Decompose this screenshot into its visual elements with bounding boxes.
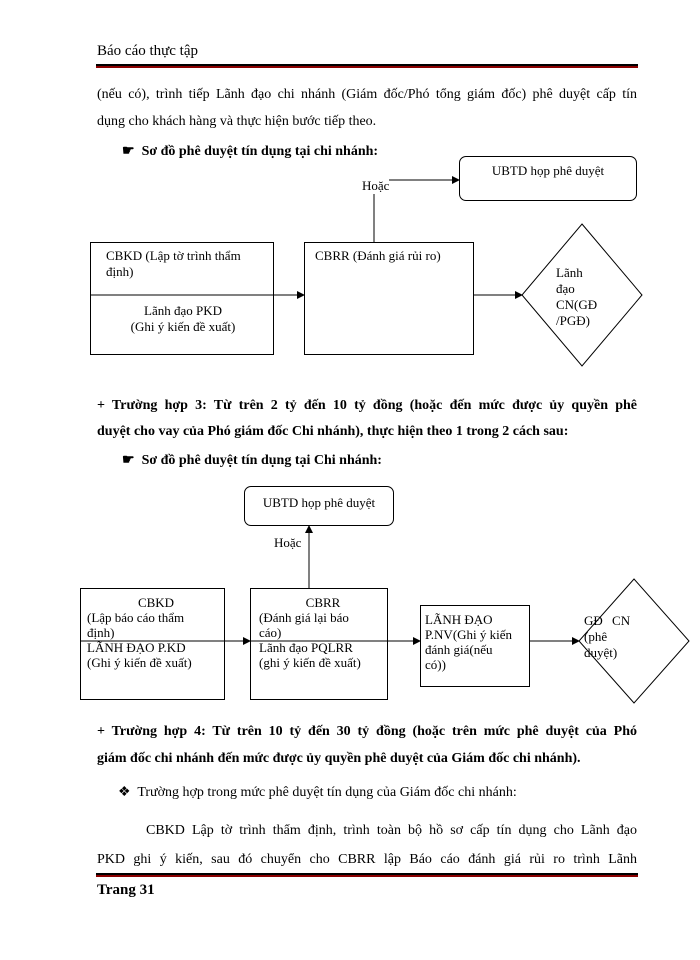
case3-line-1: + Trường hợp 3: Từ trên 2 tỷ đến 10 tỷ đồng (hoặc đến mức được ủy quyền phê [97,398,637,413]
cbrr-box-2-line-4: (ghi ý kiến đề xuất) [259,655,361,670]
diamond-1-line-4: /PGĐ) [556,313,590,328]
ubtd-box-1 [459,156,637,201]
para-line-2: PKD ghi ý kiến, sau đó chuyển cho CBRR lập Báo cáo đánh giá rủi ro trình Lãnh [97,852,637,867]
diamond-2-text [584,613,630,661]
cbkd-box-2-line-4: (Ghi ý kiến đề xuất) [87,655,192,670]
diamond-2-line-3: duyệt) [584,645,618,660]
cbkd-box-1-line-4: (Ghi ý kiến đề xuất) [130,319,236,334]
case4-line-1: + Trường hợp 4: Từ trên 10 tỷ đến 30 tỷ đồng (hoặc trên mức phê duyệt của Phó [97,724,637,739]
diamond-bullet-icon: ❖ [118,785,131,800]
cbkd-box-1 [90,242,274,355]
page-header-title: Báo cáo thực tập [97,43,199,59]
cbrr-box-2-line-3: Lãnh đạo PQLRR [259,640,353,655]
intro-line-2: dụng cho khách hàng và thực hiện bước tiếp theo. [97,114,377,129]
diamond-2-line-1: GĐ CN [584,613,631,628]
diamond-1-line-1: Lãnh [556,265,583,280]
cbkd-box-2-line-3: LÃNH ĐẠO P.KD [87,640,186,655]
diagram1-heading-text: Sơ đồ phê duyệt tín dụng tại chi nhánh: [141,144,379,159]
ubtd-box-1-text: UBTD họp phê duyệt [491,163,605,178]
cbrr-box-2-line-2: cáo) [259,625,282,640]
ld-nv-box [420,605,530,687]
pointing-hand-icon: ☛ [122,453,135,468]
cbrr-box-2 [250,588,388,700]
cbkd-box-1-line-3: Lãnh đạo PKD [144,303,222,318]
cbkd-box-1-line-2: định) [106,264,134,279]
cbrr-box-2-line-1: (Đánh giá lại báo [259,610,349,625]
diamond-1-line-3: CN(GĐ [556,297,598,312]
page-number: Trang 31 [97,882,155,898]
case4-line-2: giám đốc chi nhánh đến mức được ủy quyền phê duyệt của Giám đốc chi nhánh). [97,751,581,766]
ld-nv-line-1: LÃNH ĐẠO [425,612,493,627]
ubtd-box-2-text: UBTD họp phê duyệt [262,495,376,510]
cbrr-box-2-title: CBRR [305,595,341,610]
cbrr-box-1-text: CBRR (Đánh giá rủi ro) [315,248,441,263]
cbkd-box-1-line-1: CBKD (Lập tờ trình thẩm [106,248,241,263]
ld-nv-line-4: có)) [425,657,446,672]
sub-bullet [118,784,517,802]
para-line-1: CBKD Lập tờ trình thẩm định, trình toàn bộ hồ sơ cấp tín dụng cho Lãnh đạo [146,823,637,838]
ubtd-box-2 [244,486,394,526]
diamond-2-line-2: (phê [584,629,608,644]
cbkd-box-2-line-1: (Lập báo cáo thẩm [87,610,185,625]
case3-line-2: duyệt cho vay của Phó giám đốc Chi nhánh), thực hiện theo 1 trong 2 cách sau: [97,424,569,439]
cbkd-box-2 [80,588,225,700]
pointing-hand-icon: ☛ [122,144,135,159]
ld-nv-line-3: đánh giá(nếu [425,642,493,657]
ld-nv-line-2: P.NV(Ghi ý kiến [425,627,513,642]
diamond-1-text [556,265,597,329]
or-label-1: Hoặc [362,178,390,193]
diagram2-heading-text: Sơ đồ phê duyệt tín dụng tại Chi nhánh: [141,453,382,468]
diamond-1-line-2: đạo [556,281,575,296]
cbrr-box-1 [304,242,474,355]
intro-line-1: (nếu có), trình tiếp Lãnh đạo chi nhánh (Giám đốc/Phó tổng giám đốc) phê duyệt cấp tín [97,87,637,102]
cbkd-box-2-title: CBKD [137,595,175,610]
footer-rule [96,873,638,877]
or-label-2: Hoặc [274,535,302,550]
cbkd-box-2-line-2: định) [87,625,115,640]
diagram2-heading [122,452,382,470]
sub-bullet-text: Trường hợp trong mức phê duyệt tín dụng của Giám đốc chi nhánh: [137,785,517,800]
